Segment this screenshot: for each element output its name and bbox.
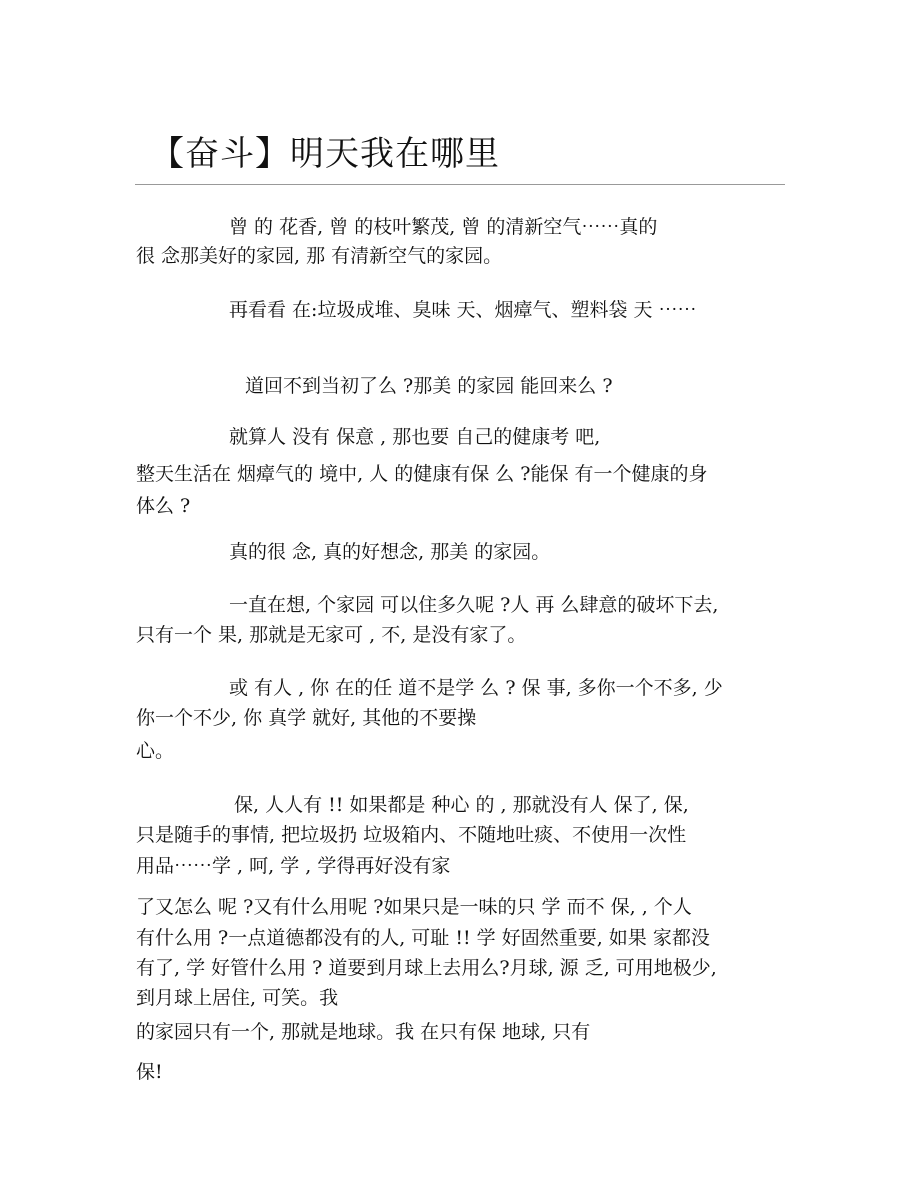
body-line: 再看看 在:垃圾成堆、臭味 天、烟瘴气、塑料袋 天 ⋯⋯ (229, 299, 697, 321)
body-line: 你一个不少, 你 真学 就好, 其他的不要操 (136, 707, 477, 729)
body-line: 就算人 没有 保意 , 那也要 自己的健康考 吧, (229, 426, 601, 448)
body-line: 或 有人 , 你 在的任 道不是学 么 ? 保 事, 多你一个不多, 少 (229, 677, 723, 699)
body-line: 整天生活在 烟瘴气的 境中, 人 的健康有保 么 ?能保 有一个健康的身 (136, 463, 708, 485)
body-line: 保, 人人有 !! 如果都是 种心 的 , 那就没有人 保了, 保, (234, 794, 689, 816)
body-line: 很 念那美好的家园, 那 有清新空气的家园。 (136, 245, 503, 267)
document-title: 【奋斗】明天我在哪里 (150, 134, 500, 174)
body-line: 有什么用 ?一点道德都没有的人, 可耻 !! 学 好固然重要, 如果 家都没 (136, 927, 710, 949)
body-line: 体么 ? (136, 495, 191, 517)
body-line: 曾 的 花香, 曾 的枝叶繁茂, 曾 的清新空气⋯⋯真的 (229, 216, 658, 238)
body-line: 有了, 学 好管什么用 ? 道要到月球上去用么?月球, 源 乏, 可用地极少, (136, 957, 717, 979)
body-line: 道回不到当初了么 ?那美 的家园 能回来么 ? (245, 375, 613, 397)
title-divider (135, 184, 785, 185)
body-line: 到月球上居住, 可笑。我 (136, 987, 339, 1009)
body-line: 只有一个 果, 那就是无家可 , 不, 是没有家了。 (136, 624, 527, 646)
body-line: 保! (136, 1061, 163, 1083)
body-line: 真的很 念, 真的好想念, 那美 的家园。 (229, 541, 551, 563)
body-line: 了又怎么 呢 ?又有什么用呢 ?如果只是一味的只 学 而不 保, , 个人 (136, 896, 692, 918)
body-line: 一直在想, 个家园 可以住多久呢 ?人 再 么肆意的破坏下去, (229, 594, 719, 616)
body-line: 的家园只有一个, 那就是地球。我 在只有保 地球, 只有 (136, 1021, 591, 1043)
body-line: 心。 (136, 740, 175, 762)
body-line: 只是随手的事情, 把垃圾扔 垃圾箱内、不随地吐痰、不使用一次性 (136, 824, 687, 846)
body-line: 用品⋯⋯学 , 呵, 学 , 学得再好没有家 (136, 855, 451, 877)
